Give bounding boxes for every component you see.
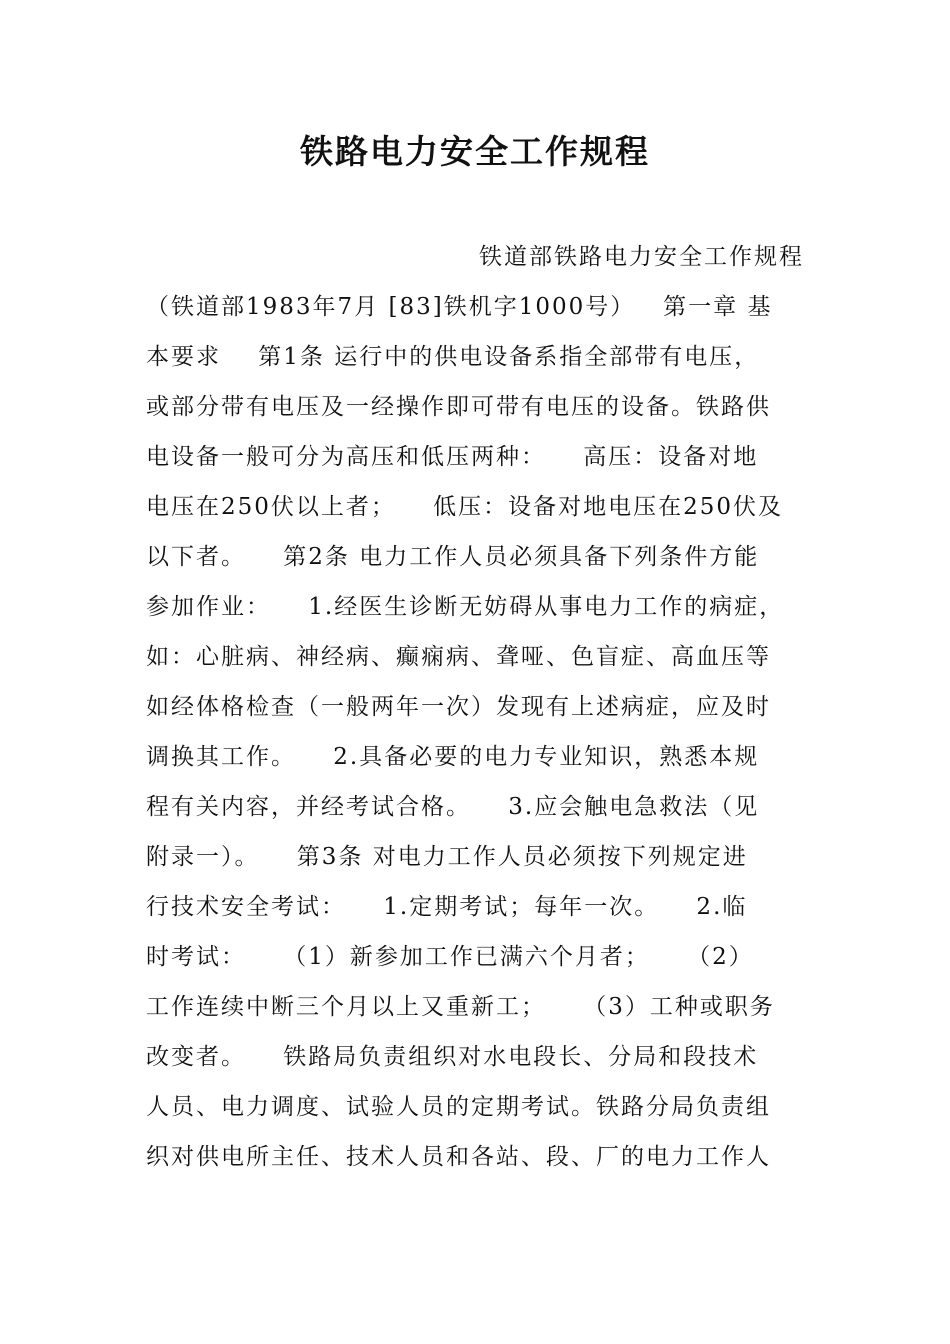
body-line: 或部分带有电压及一经操作即可带有电压的设备。铁路供 — [146, 394, 771, 420]
body-line: 时考试： （1）新参加工作已满六个月者； （2） — [146, 944, 754, 970]
body-line: （铁道部1983年7月 [83]铁机字1000号） 第一章 基 — [146, 294, 773, 320]
body-line: 织对供电所主任、技术人员和各站、段、厂的电力工作人 — [146, 1144, 771, 1170]
body-line: 如：心脏病、神经病、癫痫病、聋哑、色盲症、高血压等 — [146, 644, 771, 670]
document-body — [146, 232, 826, 1182]
body-line: 参加作业： 1.经医生诊断无妨碍从事电力工作的病症， — [146, 594, 785, 620]
body-line: 电压在250伏以上者； 低压：设备对地电压在250伏及 — [146, 494, 784, 520]
body-line: 附录一）。 第3条 对电力工作人员必须按下列规定进 — [146, 844, 748, 870]
body-line: 电设备一般可分为高压和低压两种： 高压：设备对地 — [146, 444, 759, 470]
body-line: 行技术安全考试： 1.定期考试；每年一次。 2.临 — [146, 894, 748, 920]
body-line: 改变者。 铁路局负责组织对水电段长、分局和段技术 — [146, 1044, 759, 1070]
body-line: 人员、电力调度、试验人员的定期考试。铁路分局负责组 — [146, 1094, 771, 1120]
body-line: 调换其工作。 2.具备必要的电力专业知识，熟悉本规 — [146, 744, 760, 770]
body-line: 程有关内容，并经考试合格。 3.应会触电急救法（见 — [146, 794, 760, 820]
body-line: 如经体格检查（一般两年一次）发现有上述病症，应及时 — [146, 694, 771, 720]
body-line: 铁道部铁路电力安全工作规程 — [479, 244, 804, 270]
body-line: 工作连续中断三个月以上又重新工； （3）工种或职务 — [146, 994, 775, 1020]
document-title: 铁路电力安全工作规程 — [300, 132, 650, 171]
body-line: 本要求 第1条 运行中的供电设备系指全部带有电压， — [146, 344, 760, 370]
body-line: 以下者。 第2条 电力工作人员必须具备下列条件方能 — [146, 544, 760, 570]
